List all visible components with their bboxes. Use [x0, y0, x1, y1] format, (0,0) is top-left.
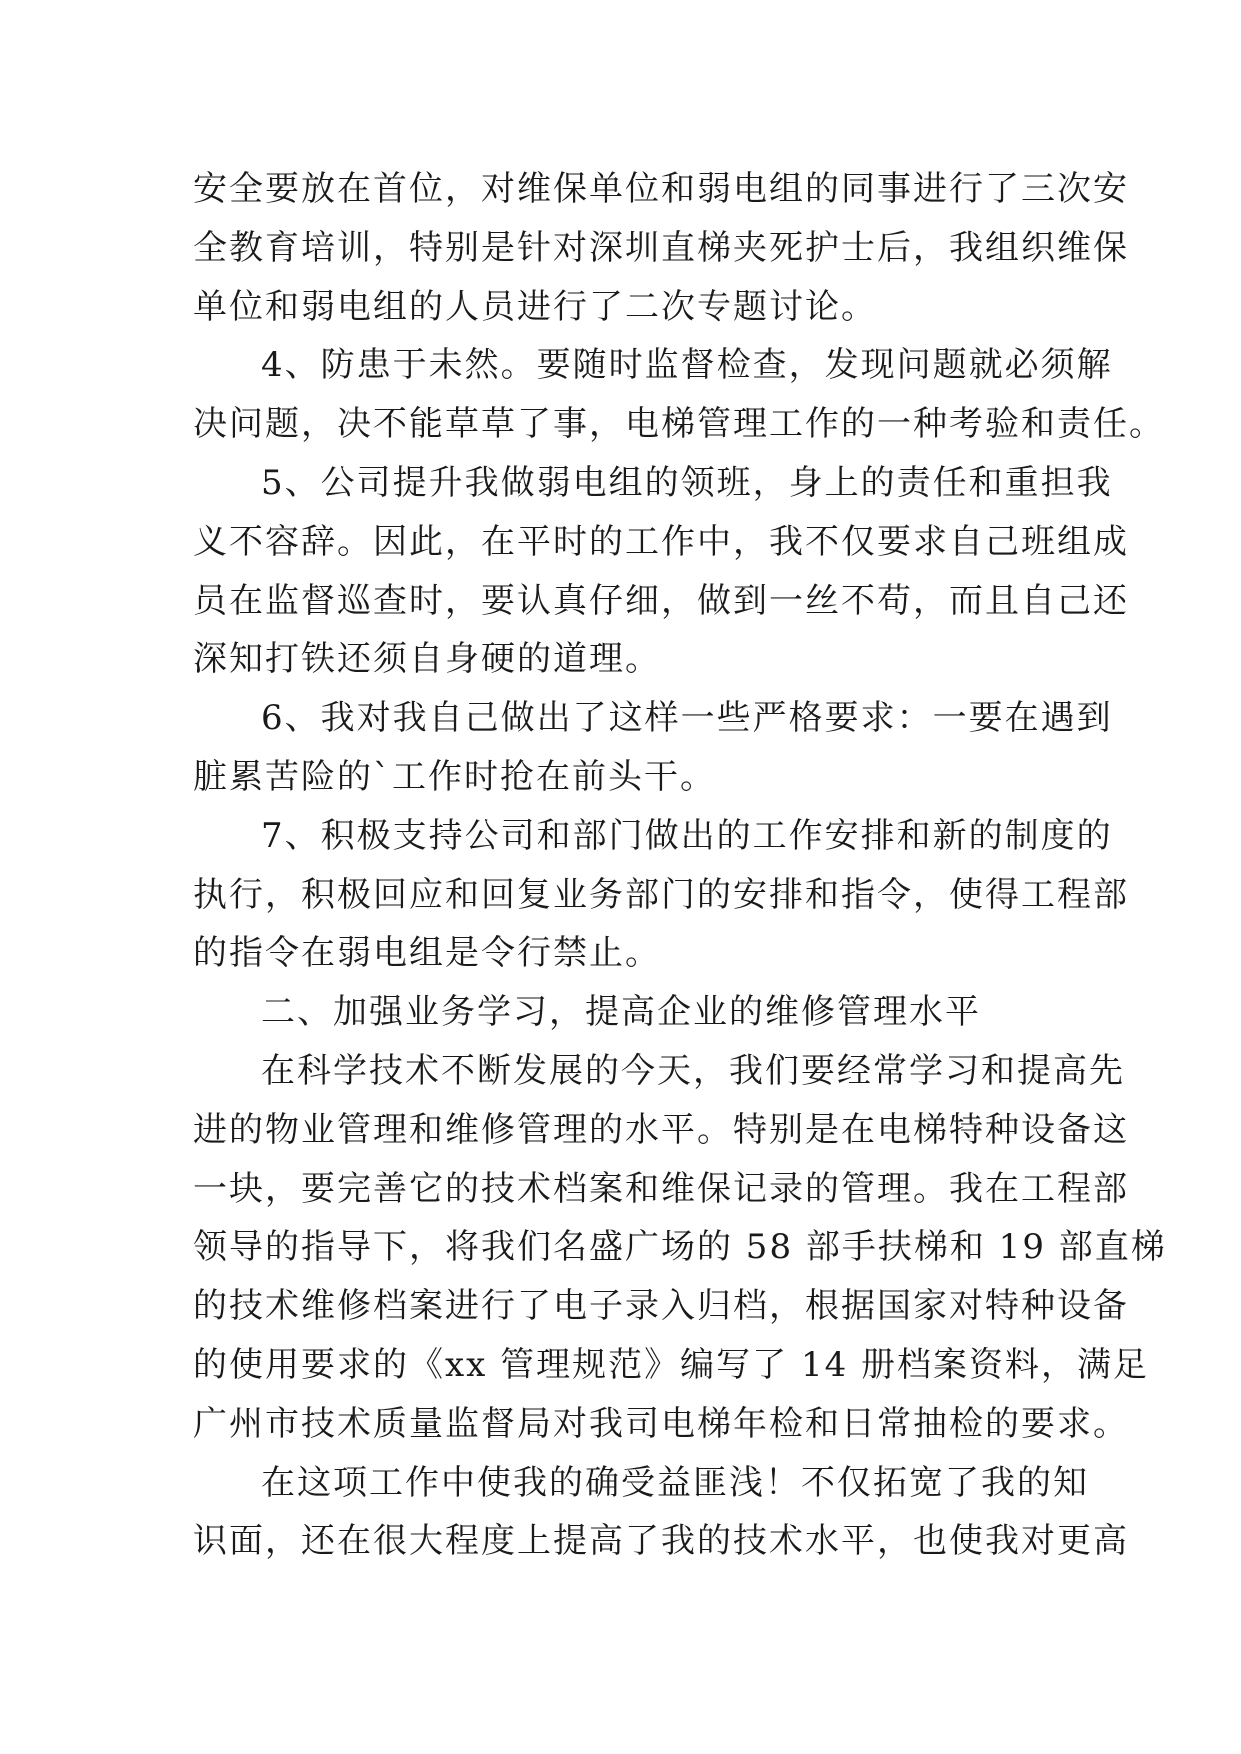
text-line: 领导的指导下，将我们名盛广场的 58 部手扶梯和 19 部直梯 — [193, 1227, 1167, 1268]
text-line: 决问题，决不能草草了事，电梯管理工作的一种考验和责任。 — [193, 404, 1165, 445]
text-line: 6、我对我自己做出了这样一些严格要求：一要在遇到 — [261, 698, 1113, 739]
text-line: 在这项工作中使我的确受益匪浅！不仅拓宽了我的知 — [261, 1462, 1089, 1503]
text-line: 4、防患于未然。要随时监督检查，发现问题就必须解 — [261, 345, 1113, 386]
text-line: 进的物业管理和维修管理的水平。特别是在电梯特种设备这 — [193, 1109, 1129, 1150]
text-line: 员在监督巡查时，要认真仔细，做到一丝不苟，而且自己还 — [193, 580, 1129, 621]
text-line: 的指令在弱电组是令行禁止。 — [193, 933, 661, 974]
text-line: 脏累苦险的`工作时抢在前头干。 — [193, 756, 716, 797]
text-line: 的技术维修档案进行了电子录入归档，根据国家对特种设备 — [193, 1286, 1129, 1327]
text-line: 在科学技术不断发展的今天，我们要经常学习和提高先 — [261, 1050, 1125, 1091]
text-line: 一块，要完善它的技术档案和维保记录的管理。我在工程部 — [193, 1168, 1129, 1209]
text-line: 深知打铁还须自身硬的道理。 — [193, 639, 661, 680]
text-line: 执行，积极回应和回复业务部门的安排和指令，使得工程部 — [193, 874, 1129, 915]
text-line: 7、积极支持公司和部门做出的工作安排和新的制度的 — [261, 815, 1113, 856]
text-line: 全教育培训，特别是针对深圳直梯夹死护士后，我组织维保 — [193, 227, 1129, 268]
text-line: 安全要放在首位，对维保单位和弱电组的同事进行了三次安 — [193, 169, 1129, 209]
text-line: 的使用要求的《xx 管理规范》编写了 14 册档案资料，满足 — [193, 1344, 1150, 1385]
text-line: 识面，还在很大程度上提高了我的技术水平，也使我对更高 — [193, 1521, 1129, 1562]
text-line: 广州市技术质量监督局对我司电梯年检和日常抽检的要求。 — [193, 1403, 1129, 1444]
section-heading: 二、加强业务学习，提高企业的维修管理水平 — [261, 992, 981, 1033]
text-line: 5、公司提升我做弱电组的领班，身上的责任和重担我 — [261, 462, 1113, 503]
text-line: 义不容辞。因此，在平时的工作中，我不仅要求自己班组成 — [193, 521, 1129, 562]
text-line: 单位和弱电组的人员进行了二次专题讨论。 — [193, 286, 877, 327]
body-text — [193, 160, 1167, 1571]
